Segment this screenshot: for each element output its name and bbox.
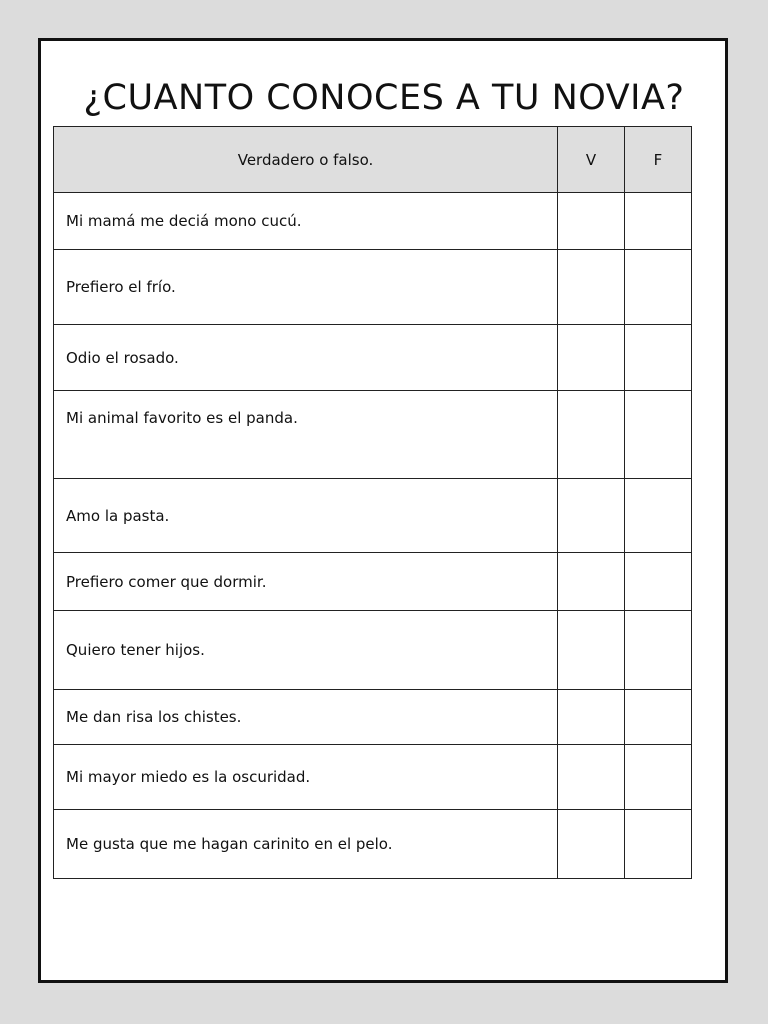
- table-row: [54, 690, 692, 745]
- table-row: [54, 810, 692, 879]
- statement-cell: Mi animal favorito es el panda.: [54, 391, 558, 479]
- true-checkbox-cell[interactable]: [558, 325, 625, 391]
- false-checkbox-cell[interactable]: [625, 553, 692, 611]
- true-checkbox-cell[interactable]: [558, 611, 625, 690]
- statement-cell: Prefiero el frío.: [54, 250, 558, 325]
- false-checkbox-cell[interactable]: [625, 479, 692, 553]
- true-checkbox-cell[interactable]: [558, 745, 625, 810]
- quiz-table: [53, 126, 692, 879]
- statement-cell: Quiero tener hijos.: [54, 611, 558, 690]
- true-checkbox-cell[interactable]: [558, 193, 625, 250]
- true-checkbox-cell[interactable]: [558, 479, 625, 553]
- table-row: [54, 553, 692, 611]
- table-row: [54, 391, 692, 479]
- table-row: [54, 745, 692, 810]
- table-header-row: [54, 127, 692, 193]
- statement-cell: Me dan risa los chistes.: [54, 690, 558, 745]
- false-checkbox-cell[interactable]: [625, 193, 692, 250]
- table-row: [54, 479, 692, 553]
- statement-cell: Prefiero comer que dormir.: [54, 553, 558, 611]
- statement-cell: Me gusta que me hagan carinito en el pelo.: [54, 810, 558, 879]
- false-checkbox-cell[interactable]: [625, 810, 692, 879]
- true-checkbox-cell[interactable]: [558, 690, 625, 745]
- false-checkbox-cell[interactable]: [625, 745, 692, 810]
- statement-cell: Mi mayor miedo es la oscuridad.: [54, 745, 558, 810]
- header-false: F: [625, 127, 692, 193]
- statement-cell: Mi mamá me deciá mono cucú.: [54, 193, 558, 250]
- table-row: [54, 193, 692, 250]
- page-title: ¿CUANTO CONOCES A TU NOVIA?: [83, 78, 685, 118]
- header-statement: Verdadero o falso.: [54, 127, 558, 193]
- false-checkbox-cell[interactable]: [625, 611, 692, 690]
- true-checkbox-cell[interactable]: [558, 553, 625, 611]
- false-checkbox-cell[interactable]: [625, 250, 692, 325]
- true-checkbox-cell[interactable]: [558, 810, 625, 879]
- statement-cell: Amo la pasta.: [54, 479, 558, 553]
- header-true: V: [558, 127, 625, 193]
- true-checkbox-cell[interactable]: [558, 391, 625, 479]
- table-row: [54, 325, 692, 391]
- true-checkbox-cell[interactable]: [558, 250, 625, 325]
- table-row: [54, 611, 692, 690]
- false-checkbox-cell[interactable]: [625, 391, 692, 479]
- statement-cell: Odio el rosado.: [54, 325, 558, 391]
- table-row: [54, 250, 692, 325]
- false-checkbox-cell[interactable]: [625, 325, 692, 391]
- false-checkbox-cell[interactable]: [625, 690, 692, 745]
